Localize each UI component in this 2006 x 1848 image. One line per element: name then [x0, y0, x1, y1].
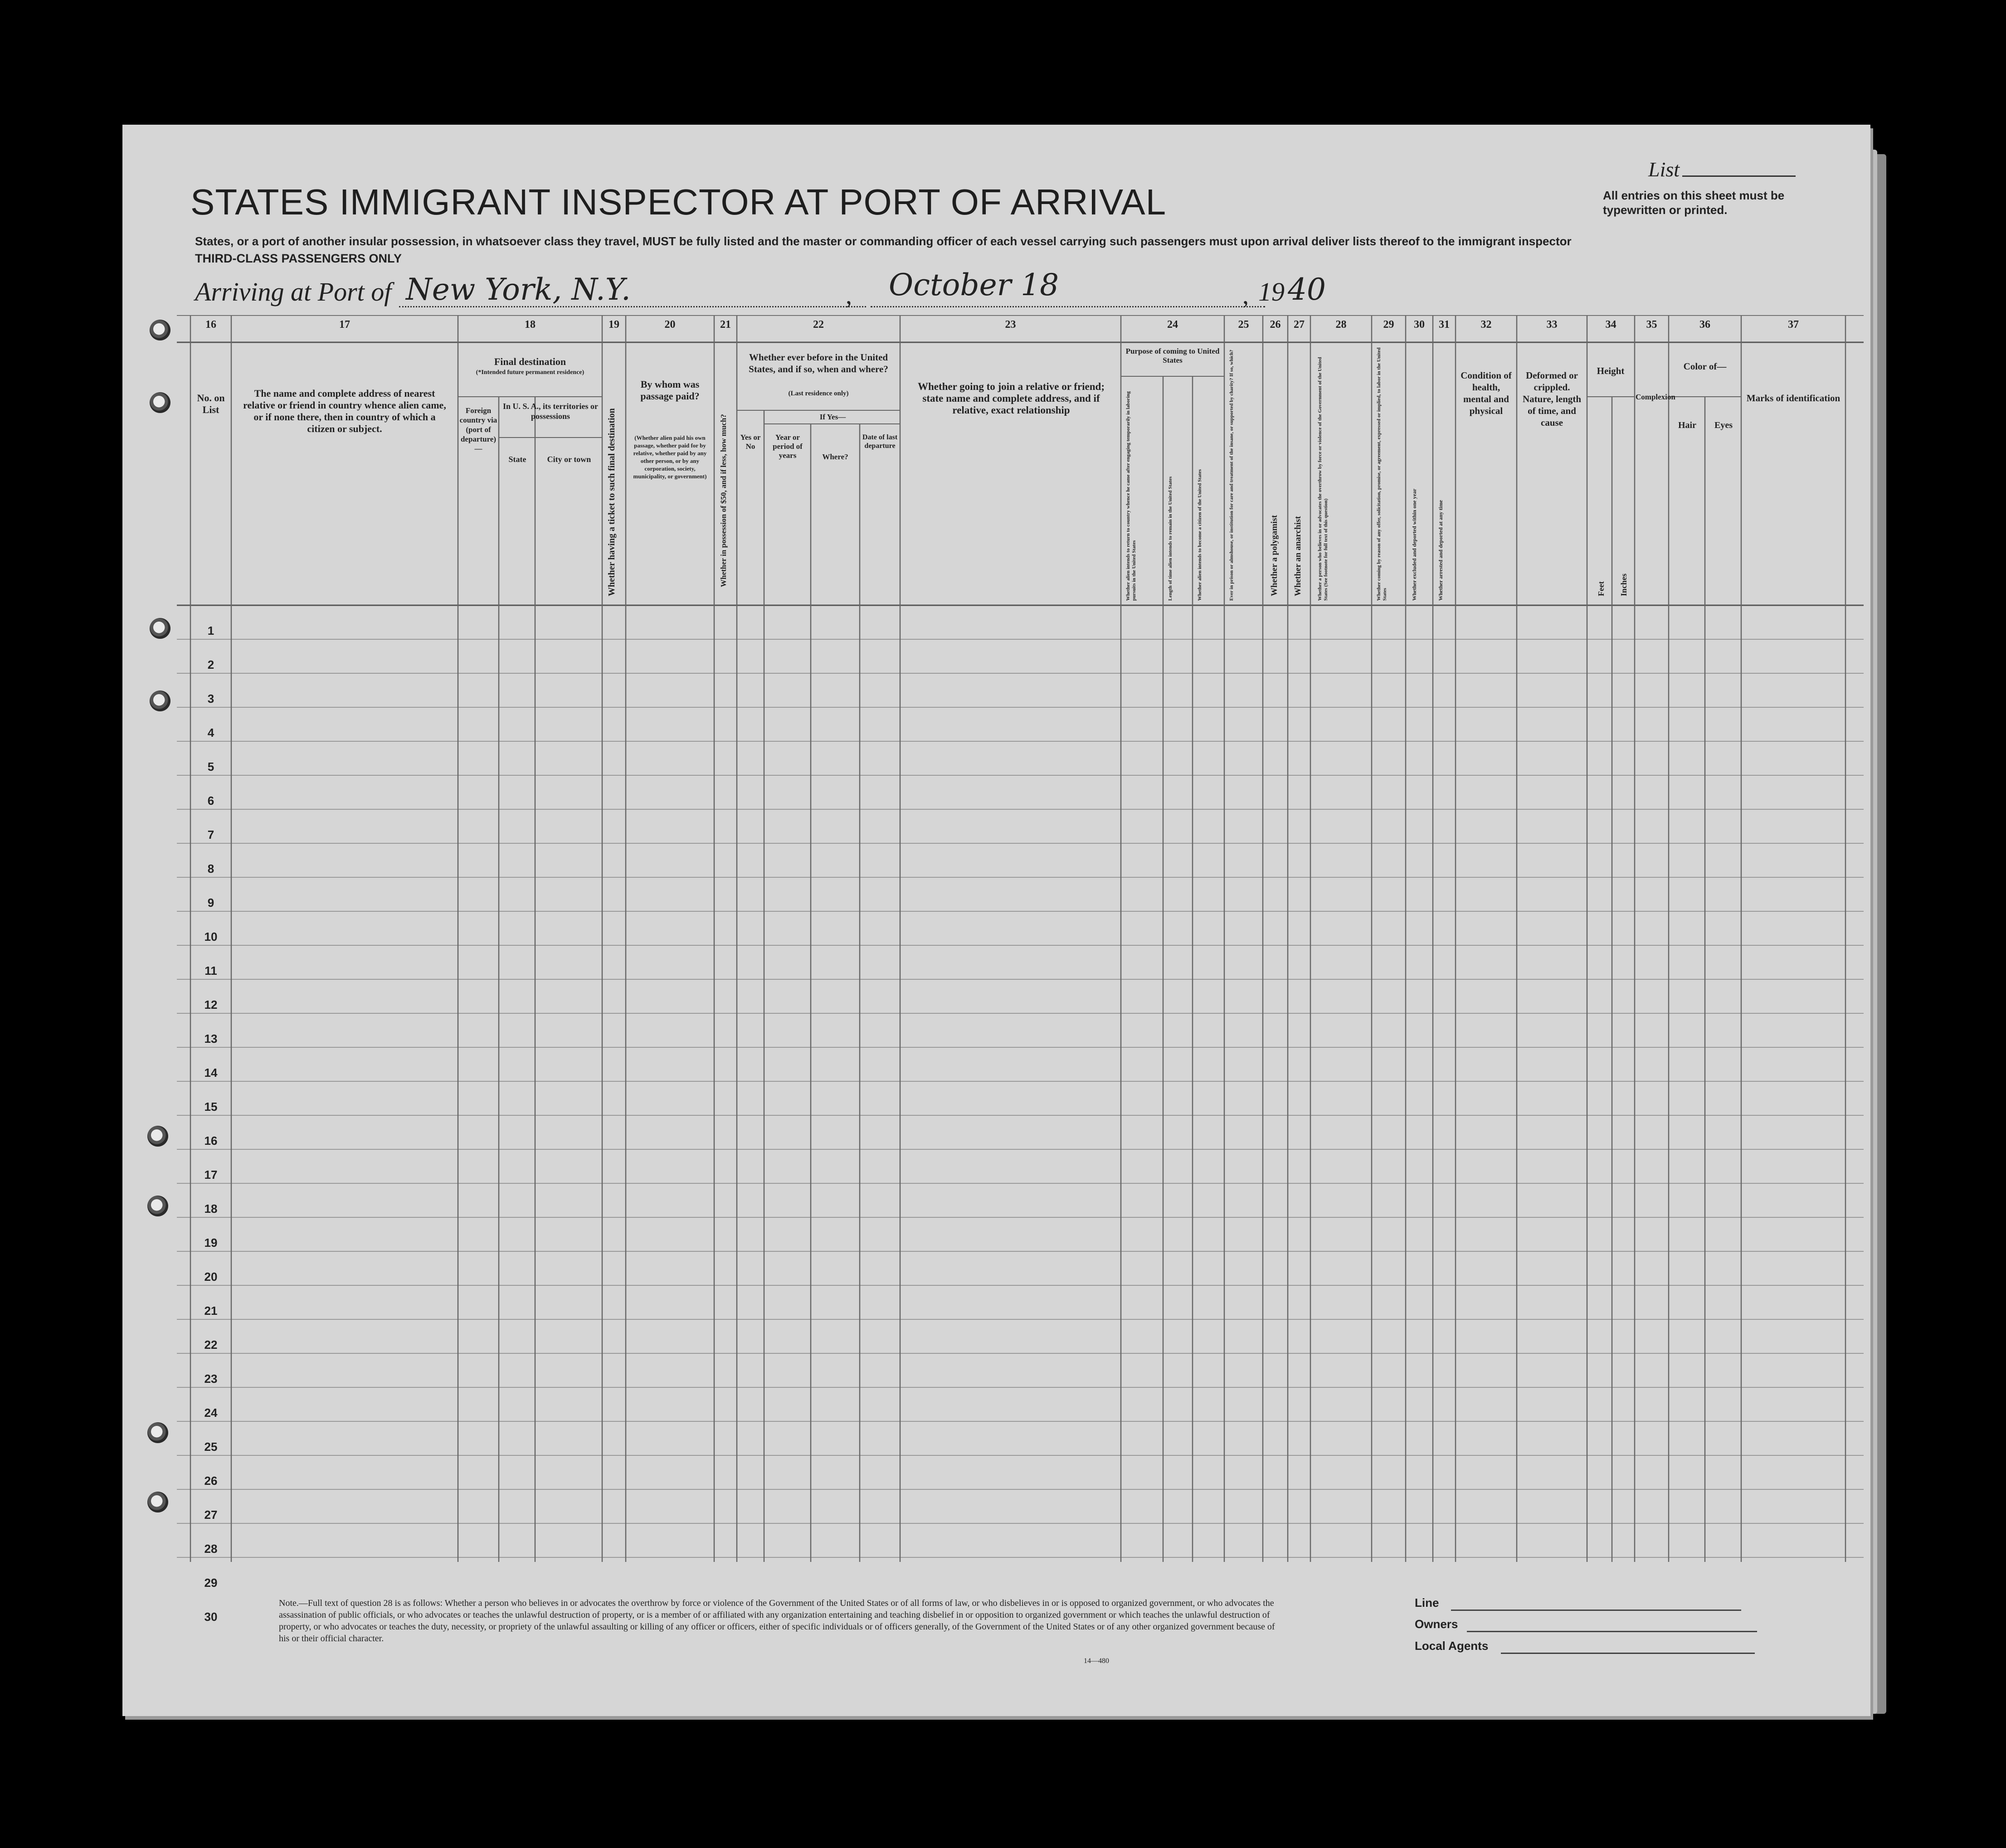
row-number: 17	[204, 1168, 218, 1182]
col-31-header: Whether arrested and deported at any time	[1437, 500, 1444, 601]
col-22-header: Whether ever before in the United States, and if so, when and where?	[749, 352, 888, 374]
comma-separator-2: ,	[1242, 282, 1249, 310]
col-30-number: 30	[1414, 319, 1425, 331]
col-22-number: 22	[813, 319, 824, 331]
instructions-text: States, or a port of another insular possession, in whatsoever class they travel, MUST be fully listed and the master or commanding officer of each vessel carrying such passengers must upon arrival deliver lists thereof to the immigrant inspector	[195, 234, 1572, 248]
col-18-subheader: (*Intended future permanent residence)	[476, 369, 584, 376]
col-24-number: 24	[1167, 319, 1178, 331]
row-number: 27	[204, 1508, 218, 1522]
col-37-header: Marks of identification	[1746, 393, 1840, 404]
year-handwritten: 40	[1288, 272, 1326, 307]
binding-hole	[147, 1196, 168, 1216]
row-number: 15	[204, 1100, 218, 1114]
col-26-header: Whether a polygamist	[1270, 515, 1279, 596]
row-number: 18	[204, 1202, 218, 1216]
binding-hole	[147, 1492, 168, 1512]
col-34-inches: Inches	[1619, 573, 1628, 596]
col-35-header: Complexion	[1636, 393, 1675, 401]
binding-hole	[150, 618, 170, 639]
row-number: 14	[204, 1066, 218, 1080]
col-19-header: Whether having a ticket to such final destination	[607, 408, 617, 596]
col-22-if-yes: If Yes—	[819, 413, 846, 421]
col-25-number: 25	[1238, 319, 1249, 331]
date-line	[871, 306, 1265, 307]
col-24-header: Purpose of coming to United States	[1125, 347, 1220, 365]
row-number: 29	[204, 1576, 218, 1590]
col-29-number: 29	[1383, 319, 1394, 331]
col-27-header: Whether an anarchist	[1293, 516, 1303, 596]
col-32-header: Condition of health, mental and physical	[1461, 370, 1512, 416]
row-number: 16	[204, 1134, 218, 1148]
col-20-header: By whom was passage paid?	[640, 379, 700, 402]
binding-hole	[147, 1126, 168, 1147]
col-17-header: The name and complete address of nearest relative or friend in country whence alien came, or if none there, then in country of which a citizen or subject.	[243, 388, 446, 434]
port-handwritten: New York, N.Y.	[406, 272, 631, 307]
col-34-header: Height	[1597, 365, 1625, 376]
row-number: 7	[207, 828, 214, 841]
col-36-hair: Hair	[1678, 420, 1696, 430]
col-18-number: 18	[525, 319, 536, 331]
row-number: 10	[204, 930, 218, 943]
form-number: 14—480	[1084, 1657, 1109, 1665]
list-number-line	[1682, 175, 1796, 177]
col-30-header: Whether excluded and deported within one year	[1411, 488, 1417, 601]
col-22-year: Year or period of years	[773, 433, 803, 460]
row-number: 8	[207, 862, 214, 875]
col-21-header: Whether in possession of $50, and if less, how much?	[719, 414, 728, 587]
row-number: 3	[207, 692, 214, 705]
col-18-state: State	[508, 455, 526, 464]
binding-hole	[150, 691, 170, 711]
passenger-class: THIRD-CLASS PASSENGERS ONLY	[195, 252, 402, 265]
row-number: 30	[204, 1610, 218, 1624]
local-agents-label: Local Agents	[1415, 1639, 1489, 1653]
list-label: List	[1648, 158, 1680, 181]
row-number: 11	[204, 964, 217, 977]
row-number: 20	[204, 1270, 218, 1284]
row-number: 9	[207, 896, 214, 909]
col-27-number: 27	[1294, 319, 1305, 331]
comma-separator: ,	[846, 282, 852, 310]
year-printed: 19	[1258, 277, 1285, 306]
row-number: 13	[204, 1032, 218, 1046]
row-number: 4	[207, 726, 214, 739]
col-24-citizen: Whether alien intends to become a citizen of the United States	[1197, 469, 1203, 601]
col-29-header: Whether coming by reason of any offer, solicitation, promise, or agreement, expressed or implied, to labor in the United States	[1376, 347, 1388, 601]
col-24-return: Whether alien intends to return to country whence he came after engaging temporarily in laboring pursuits in the United States	[1125, 391, 1137, 601]
col-22-yes-no: Yes or No	[740, 433, 761, 451]
col-22-where: Where?	[822, 452, 848, 461]
col-25-header: Ever in prison or almshouse, or institution for care and treatment of the insane, or supported by charity? If so, which?	[1229, 350, 1234, 601]
page-title: STATES IMMIGRANT INSPECTOR AT PORT OF ARRIVAL	[190, 182, 1167, 222]
table-grid-lines	[177, 315, 1864, 1562]
footnote-question-28: Note.—Full text of question 28 is as follows: Whether a person who believes in or advocates the overthrow by force or violence of the Government of the United States or of all forms of law, or who disbelieves in or is opposed to organized government, or who advocates the assassination of public officials, or who advocates or teaches the unlawful destruction of property, or is a member of or affiliated with any organization entertaining and teaching disbelief in or opposition to organized government or which teaches the unlawful destruction of property, or who advocates or teaches the duty, necessity, or propriety of the unlawful assaulting or killing of any officer or officers, either of specific individuals or of officers generally, of the Government of the United States or of any other organized government because of his or their official character.	[279, 1598, 1275, 1644]
col-16-number: 16	[205, 319, 216, 331]
row-number: 24	[204, 1406, 218, 1420]
line-label: Line	[1415, 1596, 1439, 1610]
entries-notice: All entries on this sheet must be typewritten or printed.	[1603, 189, 1785, 217]
local-agents-field	[1501, 1653, 1755, 1654]
col-23-header: Whether going to join a relative or friend; state name and complete address, and if relative, exact relationship	[917, 381, 1105, 416]
row-number: 19	[204, 1236, 218, 1250]
col-35-number: 35	[1646, 319, 1657, 331]
col-34-number: 34	[1605, 319, 1616, 331]
row-number: 2	[207, 658, 214, 671]
col-36-eyes: Eyes	[1714, 420, 1733, 430]
row-number: 12	[204, 998, 218, 1012]
col-23-number: 23	[1005, 319, 1016, 331]
col-22-subheader: (Last residence only)	[788, 390, 849, 397]
manifest-sheet	[122, 125, 1870, 1716]
col-24-length: Length of time alien intends to remain in the United States	[1168, 476, 1173, 601]
row-number: 26	[204, 1474, 218, 1488]
binding-hole	[150, 320, 170, 340]
col-18-header: Final destination	[494, 356, 566, 367]
col-19-number: 19	[609, 319, 619, 331]
col-36-header: Color of—	[1683, 361, 1727, 372]
col-36-number: 36	[1699, 319, 1710, 331]
row-number: 1	[207, 624, 214, 637]
line-field	[1451, 1610, 1741, 1611]
binding-hole	[147, 1422, 168, 1443]
col-21-number: 21	[720, 319, 731, 331]
col-32-number: 32	[1480, 319, 1492, 331]
owners-field	[1467, 1631, 1757, 1632]
col-18-usa: In U. S. A., its territories or possessions	[503, 402, 598, 421]
col-34-feet: Feet	[1597, 581, 1606, 596]
row-number: 5	[207, 760, 214, 773]
col-26-number: 26	[1270, 319, 1281, 331]
col-37-number: 37	[1788, 319, 1799, 331]
row-number: 23	[204, 1372, 218, 1386]
row-number: 22	[204, 1338, 218, 1352]
col-20-number: 20	[664, 319, 676, 331]
col-28-number: 28	[1335, 319, 1347, 331]
date-handwritten: October 18	[889, 267, 1059, 302]
col-28-header: Whether a person who believes in or advocates the overthrow by force or violence of the Government of the United States (See footnote for full text of this question)	[1317, 357, 1329, 601]
col-33-header: Deformed or crippled. Nature, length of time, and cause	[1522, 370, 1582, 428]
owners-label: Owners	[1415, 1617, 1458, 1631]
row-number: 28	[204, 1542, 218, 1556]
col-18-foreign-country: Foreign country via (port of departure)—	[459, 406, 497, 453]
col-18-city: City or town	[547, 455, 591, 464]
col-20-subheader: (Whether alien paid his own passage, whether paid for by relative, whether paid by any other person, or by any corporation, society, municipality, or government)	[633, 434, 707, 480]
arriving-label: Arriving at Port of	[195, 277, 392, 306]
col-17-number: 17	[339, 319, 350, 331]
row-number: 21	[204, 1304, 218, 1318]
row-number: 25	[204, 1440, 218, 1454]
binding-hole	[150, 392, 170, 413]
row-number: 6	[207, 794, 214, 807]
col-22-date: Date of last departure	[862, 433, 898, 450]
col-31-number: 31	[1439, 319, 1450, 331]
col-16-header: No. on List	[197, 392, 225, 415]
col-33-number: 33	[1546, 319, 1558, 331]
